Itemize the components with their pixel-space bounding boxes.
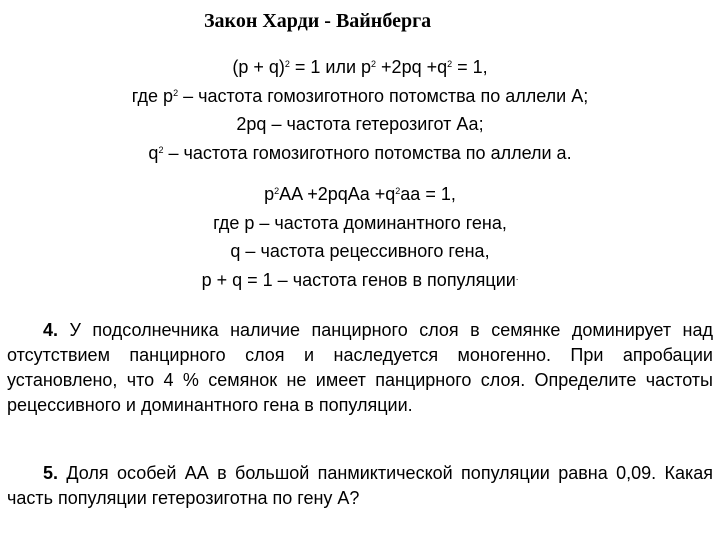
problem-5-text: Доля особей АА в большой панмиктической популяции равна 0,09. Какая часть популяции гетерозиготна по гену А? bbox=[7, 463, 713, 508]
definition-p-squared: где $p^2$ – частота гомозиготного потомства по аллели А; bbox=[131, 86, 589, 106]
definition-p: где p – частота доминантного гена, bbox=[213, 213, 507, 233]
problem-4-text: У подсолнечника наличие панцирного слоя в семянке доминирует над отсутствием панцирного слоя и наследуется моногенно. При апробации установлено, что 4 % семянок не имеет панцирного слоя. Определите частоты рецессивного и доминантного гена в популяции. bbox=[7, 320, 713, 415]
definition-2pq: 2pq – частота гетерозигот Аа; bbox=[236, 114, 484, 134]
problem-5-number: 5. bbox=[43, 463, 59, 483]
problem-5 bbox=[7, 461, 713, 511]
problem-4 bbox=[7, 318, 713, 418]
problem-4-number: 4. bbox=[43, 320, 59, 340]
definition-p-plus-q: p + q = 1 – частота генов в популяции. bbox=[201, 270, 519, 290]
formula-genotypes: $p^2AA$ +2pqAa $+q^2aa = 1$, bbox=[264, 184, 456, 204]
slide-title: Закон Харди - Вайнберга bbox=[204, 10, 432, 32]
definition-q-squared: $q^2$ – частота гомозиготного потомства по аллели а. bbox=[148, 143, 572, 163]
formula-hardy-weinberg: $(p + q)^2 = 1$ или $p^2 +2pq +q^2 = 1$, bbox=[232, 57, 488, 77]
definition-q: q – частота рецессивного гена, bbox=[230, 241, 490, 261]
